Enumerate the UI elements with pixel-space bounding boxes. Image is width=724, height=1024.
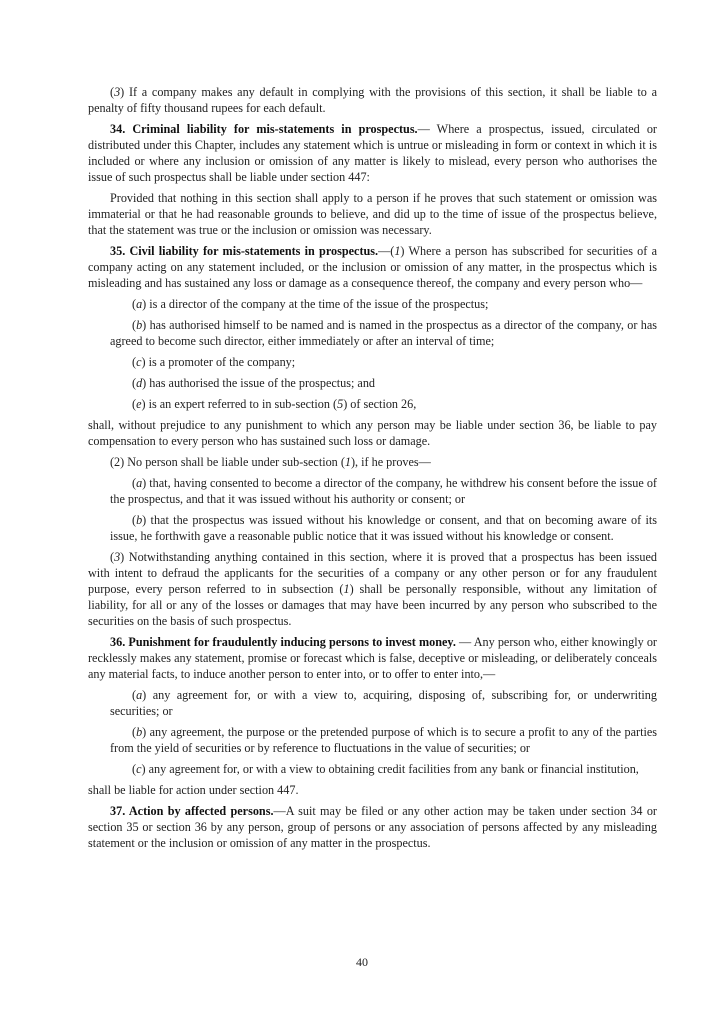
sec35-2-clause-a: (a) that, having consented to become a director of the company, he withdrew his consent before the issue of the prospectus, and that it was issued without his authority or consent; or — [110, 476, 657, 506]
sec36-tail: shall be liable for action under section 447. — [88, 783, 299, 797]
sec35-clause-d: (d) has authorised the issue of the prospectus; and — [132, 376, 376, 390]
sec34-proviso: Provided that nothing in this section shall apply to a person if he proves that such statement or omission was immaterial or that he had reasonable grounds to believe, and did up to the time of issue of the prospectus believe, that the statement was true or the inclusion or omission was necessary. — [88, 191, 657, 237]
subsection-number: 1 — [394, 244, 401, 258]
sec35-clause-b: (b) has authorised himself to be named and is named in the prospectus as a director of the company, or has agreed to become such director, either immediately or after an interval of time; — [110, 318, 657, 348]
sec36-clause-c: (c) any agreement for, or with a view to obtaining credit facilities from any bank or financial institution, — [132, 762, 639, 776]
sec36-clause-b: (b) any agreement, the purpose or the pretended purpose of which is to secure a profit to any of the parties from the yield of securities or by reference to fluctuations in the value of securities; or — [110, 725, 657, 755]
sec34-paragraph: 34. Criminal liability for mis-statements in prospectus.— Where a prospectus, issued, circulated or distributed under this Chapter, includes any statement which is untrue or misleading in form or context in which it is included or where any inclusion or omission of any matter is likely to mislead, every person who authorises the issue of such prospectus shall be liable under section 447: — [88, 122, 657, 184]
sec35-clause-e: (e) is an expert referred to in sub-section (5) of section 26, — [132, 397, 417, 411]
page-number: 40 — [356, 955, 368, 969]
sec36-clause-a: (a) any agreement for, or with a view to, acquiring, disposing of, subscribing for, or underwriting securities; or — [110, 688, 657, 718]
sec35-tail: shall, without prejudice to any punishment to which any person may be liable under section 36, be liable to pay compensation to every person who has sustained such loss or damage. — [88, 418, 657, 448]
sec35-2-clause-b: (b) that the prospectus was issued without his knowledge or consent, and that on becoming aware of its issue, he forthwith gave a reasonable public notice that it was issued without his knowledge or consent. — [110, 513, 657, 543]
sec36-heading: 36. Punishment for fraudulently inducing persons to invest money. — [110, 635, 456, 649]
subsection-number: 3 — [114, 85, 121, 99]
sec37-paragraph: 37. Action by affected persons.—A suit may be filed or any other action may be taken under section 34 or section 35 or section 36 by any person, group of persons or any association of persons affected by any misleading statement or the inclusion or omission of any matter in the prospectus. — [88, 804, 657, 850]
sec36-paragraph: 36. Punishment for fraudulently inducing persons to invest money. — Any person who, either knowingly or recklessly makes any statement, promise or forecast which is false, deceptive or misleading, or deliberately conceals any material facts, to induce another person to enter into, or to offer to enter into,— — [88, 635, 657, 681]
sec33-subsection-3: (3) If a company makes any default in complying with the provisions of this section, it shall be liable to a penalty of fifty thousand rupees for each default. — [88, 85, 657, 115]
sec35-subsection-2: (2) No person shall be liable under sub-section (1), if he proves— — [110, 455, 431, 469]
sec35-heading: 35. Civil liability for mis-statements in prospectus. — [110, 244, 379, 258]
sec34-heading: 34. Criminal liability for mis-statements in prospectus. — [110, 122, 418, 136]
sec35-subsection-3: (3) Notwithstanding anything contained in this section, where it is proved that a prospectus has been issued with intent to defraud the applicants for the securities of a company or any other person or for any fraudulent purpose, every person referred to in subsection (1) shall be personally responsible, without any limitation of liability, for all or any of the losses or damages that may have been incurred by any person who subscribed to the securities on the basis of such prospectus. — [88, 550, 657, 628]
sec35-clause-a: (a) is a director of the company at the time of the issue of the prospectus; — [132, 297, 489, 311]
sec35-clause-c: (c) is a promoter of the company; — [132, 355, 296, 369]
sec37-heading: 37. Action by affected persons. — [110, 804, 274, 818]
sec35-paragraph: 35. Civil liability for mis-statements in prospectus.—(1) Where a person has subscribed for securities of a company acting on any statement included, or the inclusion or omission of any matter, in the prospectus which is misleading and has sustained any loss or damage as a consequence thereof, the company and every person who— — [88, 244, 657, 290]
